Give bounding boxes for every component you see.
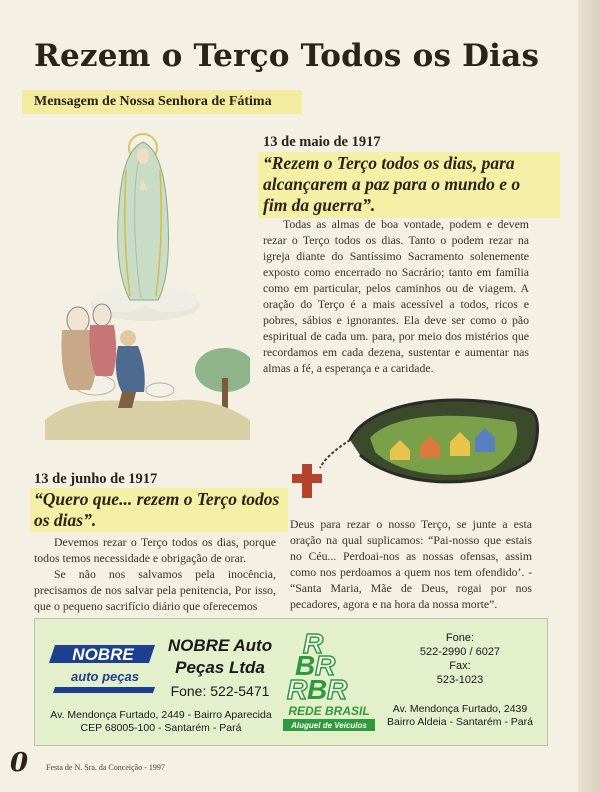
date-june: 13 de junho de 1917 — [34, 471, 158, 487]
paragraph: Se não nos salvamos pela inocência, precisamos de nos salvar pela penitencia, Por isso, que o pequeno sacrifício diário que oferecemos — [34, 567, 276, 613]
fatima-illustration — [40, 120, 250, 440]
svg-text:R: R — [327, 674, 348, 705]
svg-text:B: B — [307, 674, 328, 705]
quote-line: os dias”. — [34, 510, 97, 530]
svg-text:B: B — [295, 650, 316, 681]
page-edge — [578, 0, 600, 792]
body-may — [263, 216, 529, 376]
nobre-company-name — [145, 635, 295, 679]
rede-brasil-logo-subtext: Aluguel de Veículos — [291, 721, 367, 730]
nobre-logo-text: NOBRE — [72, 645, 134, 664]
nobre-name-line: Peças Ltda — [175, 658, 265, 677]
paragraph: Devemos rezar o Terço todos os dias, porque todos temos necessidade e obrigação de orar. — [34, 535, 276, 565]
rb-fax-label: Fax: — [449, 660, 471, 672]
rb-fone-label: Fone: — [445, 632, 475, 644]
quote-line: “Quero que... rezem o Terço todos — [34, 489, 280, 509]
page-number: 0 — [10, 748, 29, 778]
quote-line: fim da guerra”. — [263, 195, 376, 215]
rede-brasil-logo-text: REDE BRASIL — [288, 704, 370, 718]
rb-fone: 522-2990 / 6027 — [419, 646, 501, 658]
footer-text: Festa de N. Sra. da Conceição - 1997 — [46, 763, 165, 772]
svg-text:R: R — [303, 628, 324, 659]
paragraph: Deus para rezar o nosso Terço, se junte a esta oração na qual suplicamos: “Pai-nosso que estais no Céu... Perdoai-nos as nossas ofensas, assim como nos perdoamos a quem nos tem ofendido’. - “Santa Maria, Mãe de Deus, rogai por nos pecadores, agora e na hora da nossa morte”. — [290, 517, 532, 611]
advertisement-box — [34, 618, 548, 746]
quote-june — [34, 489, 294, 531]
nobre-phone: Fone: 522-5471 — [170, 683, 270, 699]
nobre-address-line: Av. Mendonça Furtado, 2449 - Bairro Aparecida — [50, 709, 272, 721]
rede-brasil-contact — [385, 631, 535, 687]
paragraph: Todas as almas de boa vontade, podem e devem rezar o Terço todos os dias. Tanto o podem rezar na igreja diante do Santíssimo Sacramento solenemente exposto como encerrado no Sacrário; tanto em família como em particular, pelos caminhos ou de viagem. A oração do Terço é a mais acessível a todos, ricos e pobres, sábios e ignorantes. Ela deve ser como o pão espiritual de cada um. para, por meio dos mistérios que recordamos em cada dezena, sustentar e aumentar nas almas a fé, a esperança e a caridade. — [263, 217, 529, 375]
rb-address-line: Bairro Aldeia - Santarém - Pará — [387, 716, 533, 728]
body-june-right — [290, 516, 532, 612]
rb-address-line: Av. Mendonça Furtado, 2439 — [392, 703, 528, 715]
svg-text:R: R — [315, 650, 336, 681]
date-may: 13 de maio de 1917 — [263, 134, 381, 150]
article-title: Rezem o Terço Todos os Dias — [34, 38, 540, 74]
svg-text:R: R — [287, 674, 308, 705]
quote-may — [263, 153, 563, 216]
rede-brasil-address — [375, 703, 545, 729]
nobre-logo-subtext: auto peças — [71, 669, 139, 684]
rosary-illustration — [290, 380, 550, 500]
article-subtitle: Mensagem de Nossa Senhora de Fátima — [34, 94, 272, 109]
rede-brasil-logo — [281, 627, 377, 739]
quote-line: “Rezem o Terço todos os dias, para — [263, 153, 515, 173]
nobre-name-line: NOBRE Auto — [167, 636, 273, 655]
nobre-address — [41, 709, 281, 735]
rb-fax: 523-1023 — [436, 674, 484, 686]
body-june-left — [34, 534, 276, 614]
quote-line: alcançarem a paz para o mundo e o — [263, 174, 521, 194]
nobre-address-line: CEP 68005-100 - Santarém - Pará — [80, 722, 242, 734]
